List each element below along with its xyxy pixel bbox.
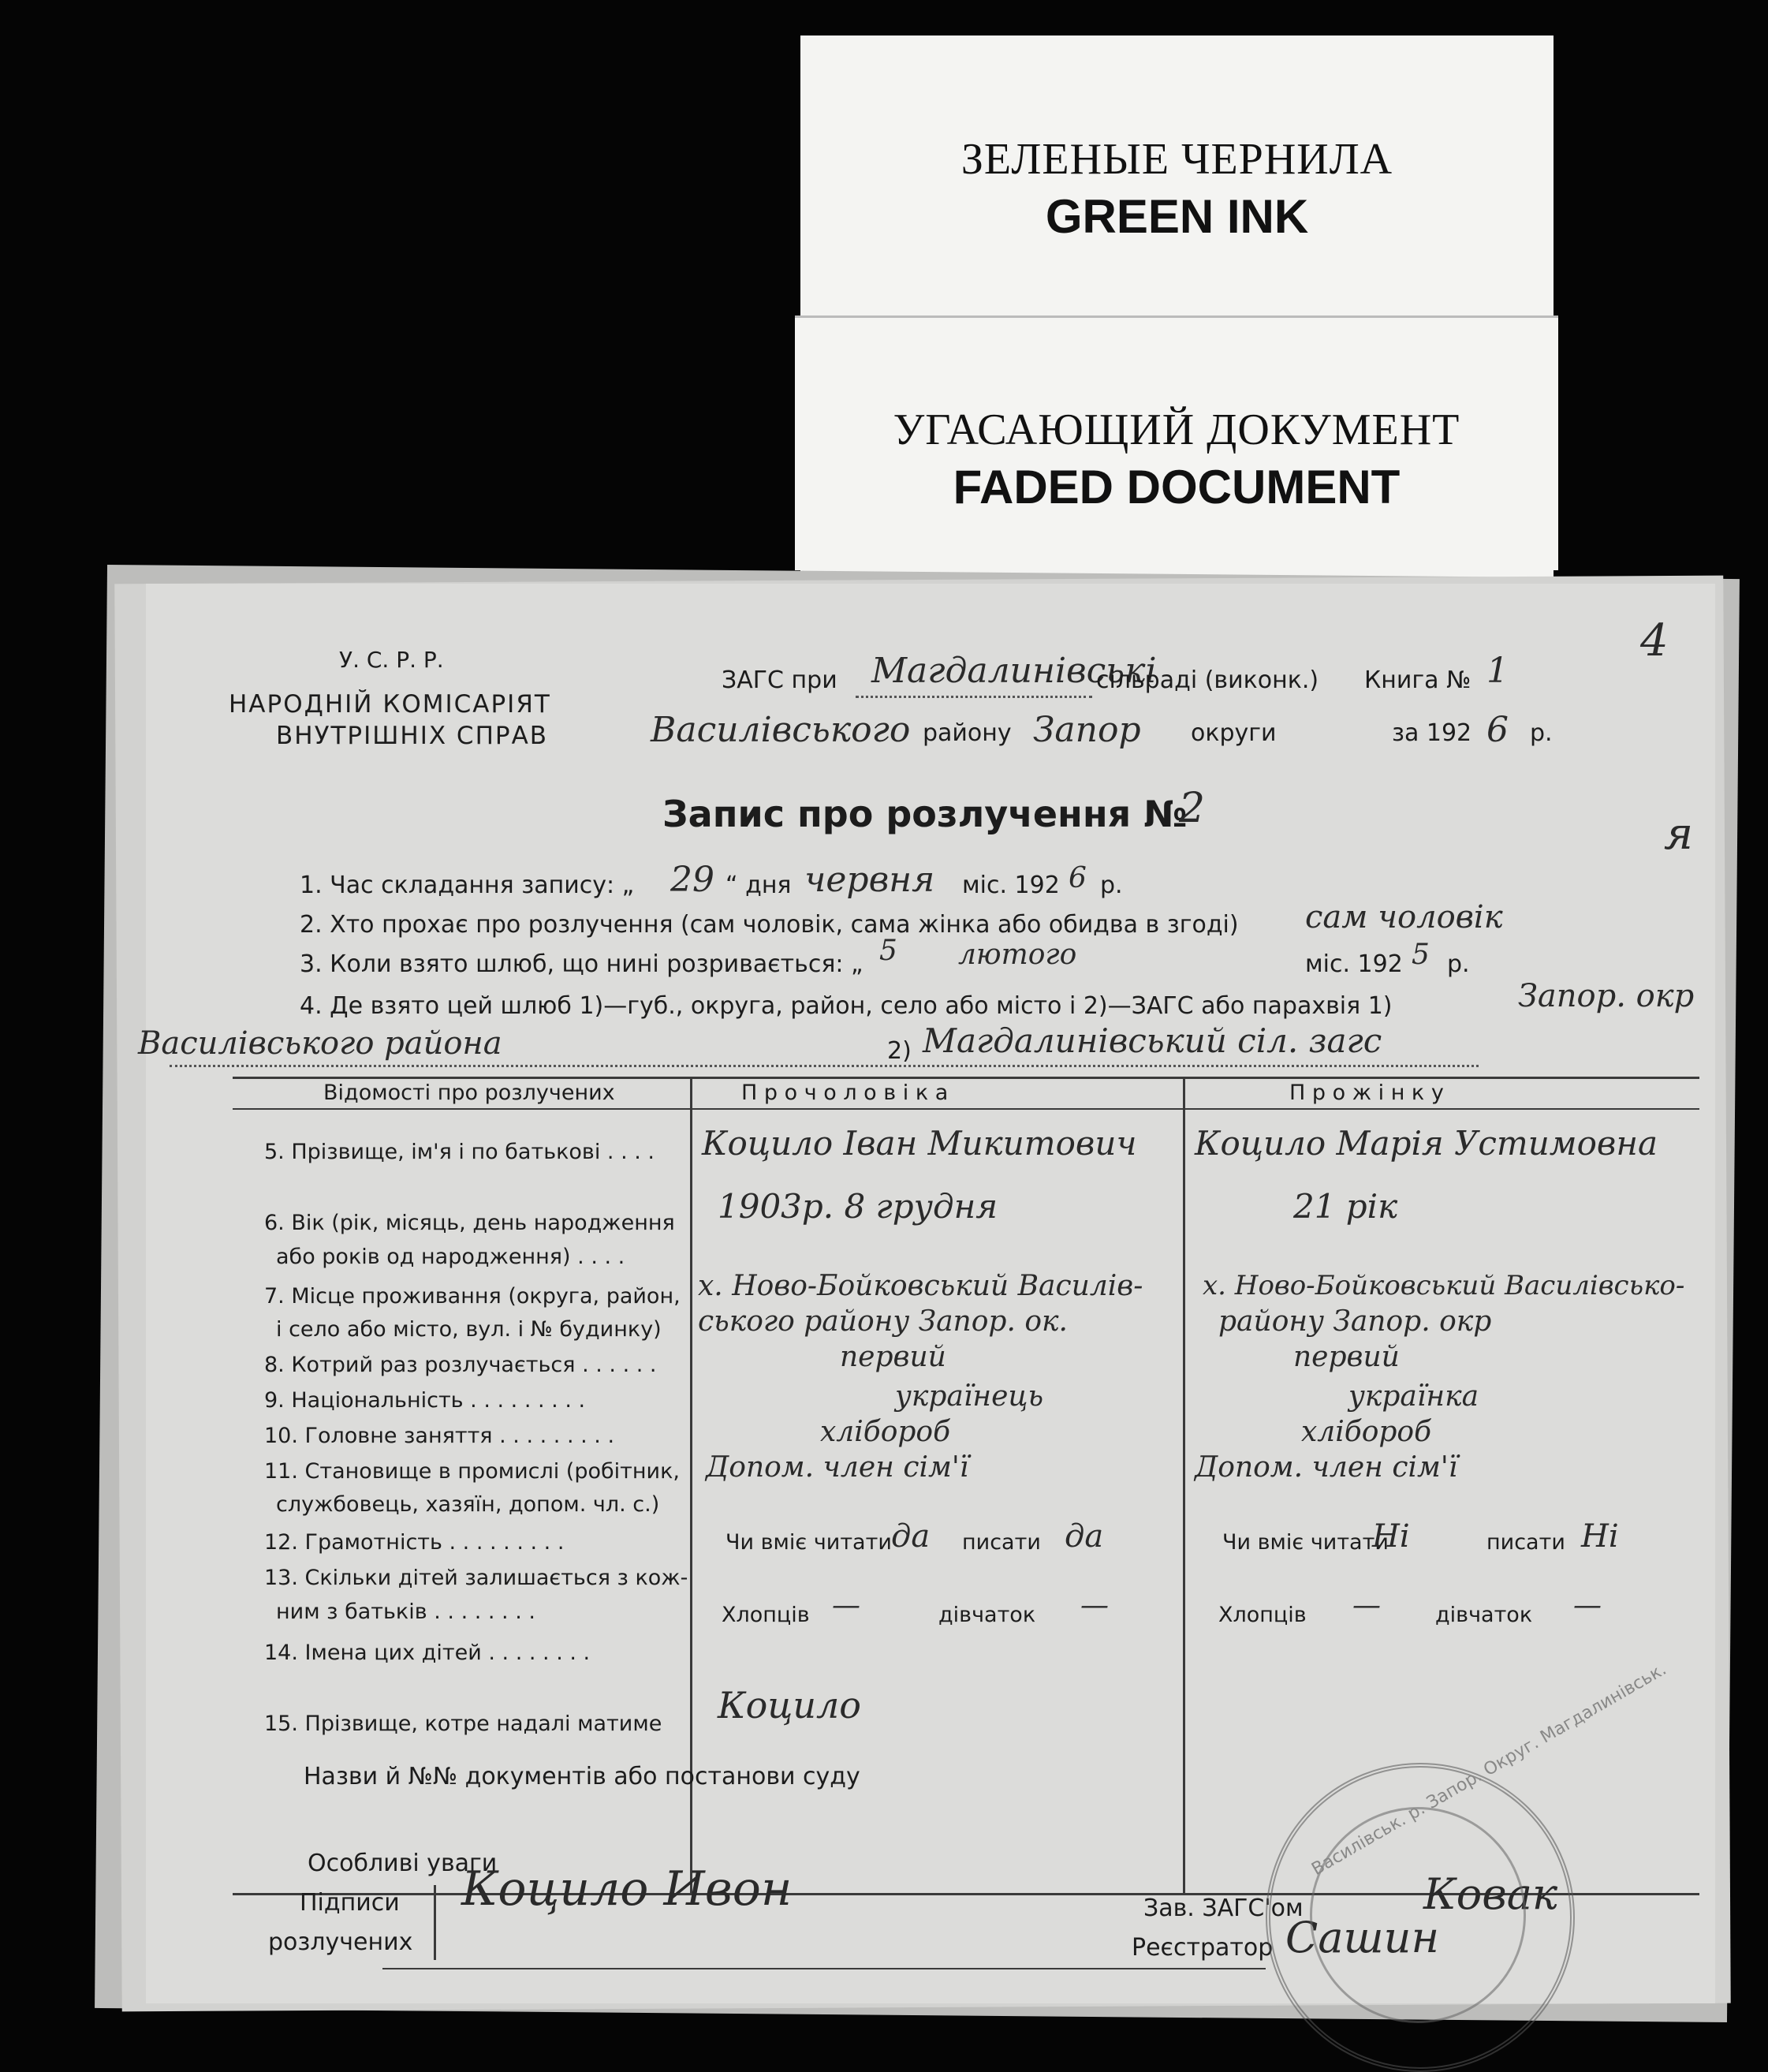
husband-girls: — [1080,1589,1109,1622]
row-8-label: 8. Котрий раз розлучається . . . . . . [264,1353,657,1377]
ministry-line-1: НАРОДНІЙ КОМІСАРІЯТ [229,690,551,719]
wife-read: Ні [1372,1518,1410,1555]
col-label-wife: П р о ж і н к у [1289,1081,1444,1105]
record-number: 2 [1179,785,1206,832]
faded-document-ru: УГАСАЮЩИЙ ДОКУМЕНТ [893,405,1460,454]
wife-residence-1: х. Ново-Бойковський Василівсько- [1203,1270,1685,1301]
signatures-label-2: розлучених [268,1928,413,1956]
item-4-value-1: Запор. окр [1518,978,1695,1014]
item-3-day: 5 [879,935,897,967]
husband-occupation: хлібороб [820,1416,951,1448]
ministry-line-2: ВНУТРІШНІХ СПРАВ [276,722,549,750]
col-label-husband: П р о ч о л о в і к а [741,1081,949,1105]
item-1-end: міс. 192 [962,872,1060,899]
book-number: 1 [1486,651,1509,691]
record-title: Запис про розлучення № [662,793,1188,835]
wife-times: первий [1293,1341,1400,1373]
okrug-value: Запор [1033,710,1141,750]
signatures-label-1: Підписи [300,1889,400,1917]
documents-label: Назви й №№ документів або постанови суду [304,1763,860,1790]
item-1-month: червня [804,860,935,900]
wife-age: 21 рік [1293,1187,1398,1226]
item-3-r: р. [1447,950,1470,978]
item-3-end: міс. 192 [1305,950,1403,978]
row-13-label-2: ним з батьків . . . . . . . . [276,1600,535,1624]
year-value: 6 [1486,710,1509,750]
row-11-label-2: службовець, хазяїн, допом. чл. с.) [276,1492,660,1517]
book-label: Книга № [1364,666,1471,694]
registrar-signature: Сашин [1285,1913,1440,1962]
item-1-mid: “ дня [725,872,792,899]
corner-letter: я [1664,808,1694,860]
registrar-label: Реєстратор [1132,1934,1274,1962]
zags-place-line [856,696,1092,698]
stamp-text: Василівськ. р. Запор. Округ. Магдалинівськ. [1308,1659,1670,1880]
row-13-label: 13. Скільки дітей залишається з кож- [264,1566,688,1590]
item-4-value-1b: Василівського района [138,1025,502,1062]
row-11-label: 11. Становище в промислі (робітник, [264,1459,680,1484]
husband-read: да [891,1518,931,1555]
husband-boys-label: Хлопців [722,1603,810,1627]
husband-read-label: Чи вміє читати [725,1530,892,1555]
husband-girls-label: дівчаток [938,1603,1036,1627]
row-7-label: 7. Місце проживання (округа, район, [264,1284,681,1309]
husband-write: да [1065,1518,1104,1555]
wife-position: Допом. член сім'ї [1195,1451,1458,1484]
table-header-rule [233,1108,1699,1110]
row-10-label: 10. Головне заняття . . . . . . . . . [264,1424,615,1448]
husband-age: 1903р. 8 грудня [718,1187,998,1226]
item-2-value: сам чоловік [1305,899,1503,935]
item-1-year: 6 [1069,862,1087,894]
divorcee-signature: Коцило Ивон [461,1861,793,1917]
faded-document-en: FADED DOCUMENT [953,461,1401,513]
district-label: району [923,719,1012,747]
row-9-label: 9. Національність . . . . . . . . . [264,1388,586,1413]
wife-boys: — [1352,1589,1381,1622]
husband-boys: — [832,1589,860,1622]
wife-boys-label: Хлопців [1218,1603,1307,1627]
green-ink-en: GREEN INK [1045,190,1309,243]
table-top-rule [233,1077,1699,1079]
row-15-label: 15. Прізвище, котре надалі матиме [264,1712,662,1736]
signature-bracket [434,1885,436,1960]
wife-girls-label: дівчаток [1435,1603,1533,1627]
item-1-day: 29 [670,860,714,900]
wife-residence-2: району Запор. окр [1218,1305,1492,1338]
wife-write: Ні [1581,1518,1619,1555]
district-value: Василівського [651,710,911,750]
faded-document-card [795,315,1558,570]
row-14-label: 14. Імена цих дітей . . . . . . . . [264,1641,591,1665]
husband-residence-1: х. Ново-Бойковський Василів- [698,1270,1143,1302]
row-7-label-2: і село або місто, вул. і № будинку) [276,1317,662,1342]
husband-name: Коцило Іван Микитович [702,1124,1137,1163]
republic-label: У. С. Р. Р. [339,647,444,673]
notes-label: Особливі уваги [308,1850,498,1877]
table-col-divider-2 [1183,1077,1185,1893]
wife-write-label: писати [1486,1530,1565,1555]
item-2-label: 2. Хто прохає про розлучення (сам чоловік, сама жінка або обидва в згоді) [300,911,1239,939]
item-4-two: 2) [887,1037,912,1065]
stamp-inner-ring [1310,1807,1526,2023]
silrada-label: сільраді (виконк.) [1096,666,1319,694]
item-3-month: лютого [958,939,1077,971]
green-ink-ru: ЗЕЛЕНЫЕ ЧЕРНИЛА [960,135,1393,184]
corner-number: 4 [1640,615,1669,666]
item-1-r: р. [1100,872,1123,899]
husband-write-label: писати [962,1530,1041,1555]
row-12-label: 12. Грамотність . . . . . . . . . [264,1530,565,1555]
row-5-label: 5. Прізвище, ім'я і по батькові . . . . [264,1140,655,1164]
husband-nationality: українець [895,1380,1044,1413]
year-prefix: за 192 [1392,719,1472,747]
head-label: Зав. ЗАГС'ом [1143,1895,1304,1922]
item-3-year: 5 [1412,939,1430,971]
row-6-label-2: або років од народження) . . . . [276,1245,625,1269]
zags-label: ЗАГС при [722,666,837,694]
item-4-line [170,1065,1479,1067]
head-signature: Ковак [1423,1869,1558,1919]
col-label-fields: Відомості про розлучених [323,1081,615,1105]
wife-girls: — [1573,1589,1602,1622]
wife-nationality: українка [1348,1380,1479,1413]
year-suffix: р. [1530,719,1553,747]
signature-rule [382,1968,1266,1969]
official-stamp [1266,1659,1670,2072]
item-3-label: 3. Коли взято шлюб, що нині розривається: „ [300,950,863,978]
husband-times: первий [840,1341,946,1373]
okrug-label: округи [1191,719,1277,747]
husband-future-surname: Коцило [718,1684,862,1727]
item-4-value-2: Магдалинівський сіл. загс [923,1021,1382,1060]
wife-name: Коцило Марія Устимовна [1195,1124,1658,1163]
row-6-label: 6. Вік (рік, місяць, день народження [264,1211,675,1235]
wife-occupation: хлібороб [1301,1416,1432,1448]
item-1-label: 1. Час складання запису: „ [300,872,635,899]
item-4-label: 4. Де взято цей шлюб 1)—губ., округа, район, село або місто і 2)—ЗАГС або парахвія 1) [300,992,1393,1020]
divorce-record-form [138,584,1715,2003]
husband-residence-2: ського району Запор. ок. [698,1305,1068,1338]
wife-read-label: Чи вміє читати [1222,1530,1389,1555]
husband-position: Допом. член сім'ї [706,1451,969,1484]
zags-place-value: Магдалинівські [871,651,1157,691]
